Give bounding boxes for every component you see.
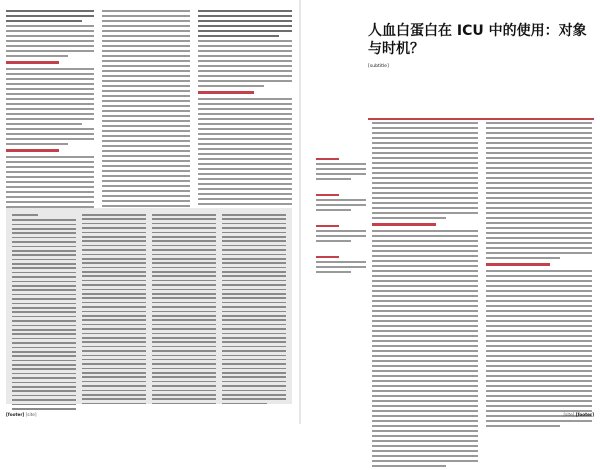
page-gutter (299, 0, 301, 424)
right-page-column-2 (486, 122, 592, 430)
right-page-footer (564, 410, 595, 420)
footer-label: [footer] (575, 412, 594, 417)
section-heading-bar (486, 263, 550, 266)
author-sidebar (316, 158, 366, 287)
right-page-column-1 (372, 122, 478, 470)
footer-site: [site] (563, 412, 575, 417)
author-block (316, 194, 366, 211)
author-block (316, 158, 366, 180)
left-page-footer (6, 410, 37, 420)
article-subtitle: [subtitle] (368, 64, 389, 69)
section-heading-bar (6, 61, 59, 64)
section-heading-bar (198, 91, 254, 94)
author-block (316, 225, 366, 242)
references-column (12, 214, 76, 412)
section-heading-bar (6, 149, 59, 152)
footer-label: [footer] (6, 412, 25, 417)
title-rule (368, 118, 594, 120)
section-heading-bar (372, 223, 436, 226)
footer-site: [site] (25, 412, 37, 417)
references-column (222, 214, 286, 407)
references-column (82, 214, 146, 407)
article-title: 人血白蛋白在 ICU 中的使用：对象与时机？ (368, 23, 587, 57)
left-page-column-2 (102, 10, 190, 220)
author-block (316, 256, 366, 273)
left-page-column-3 (198, 10, 292, 218)
left-page-column-1 (6, 10, 94, 236)
references-box (6, 208, 292, 404)
references-column (152, 214, 216, 407)
